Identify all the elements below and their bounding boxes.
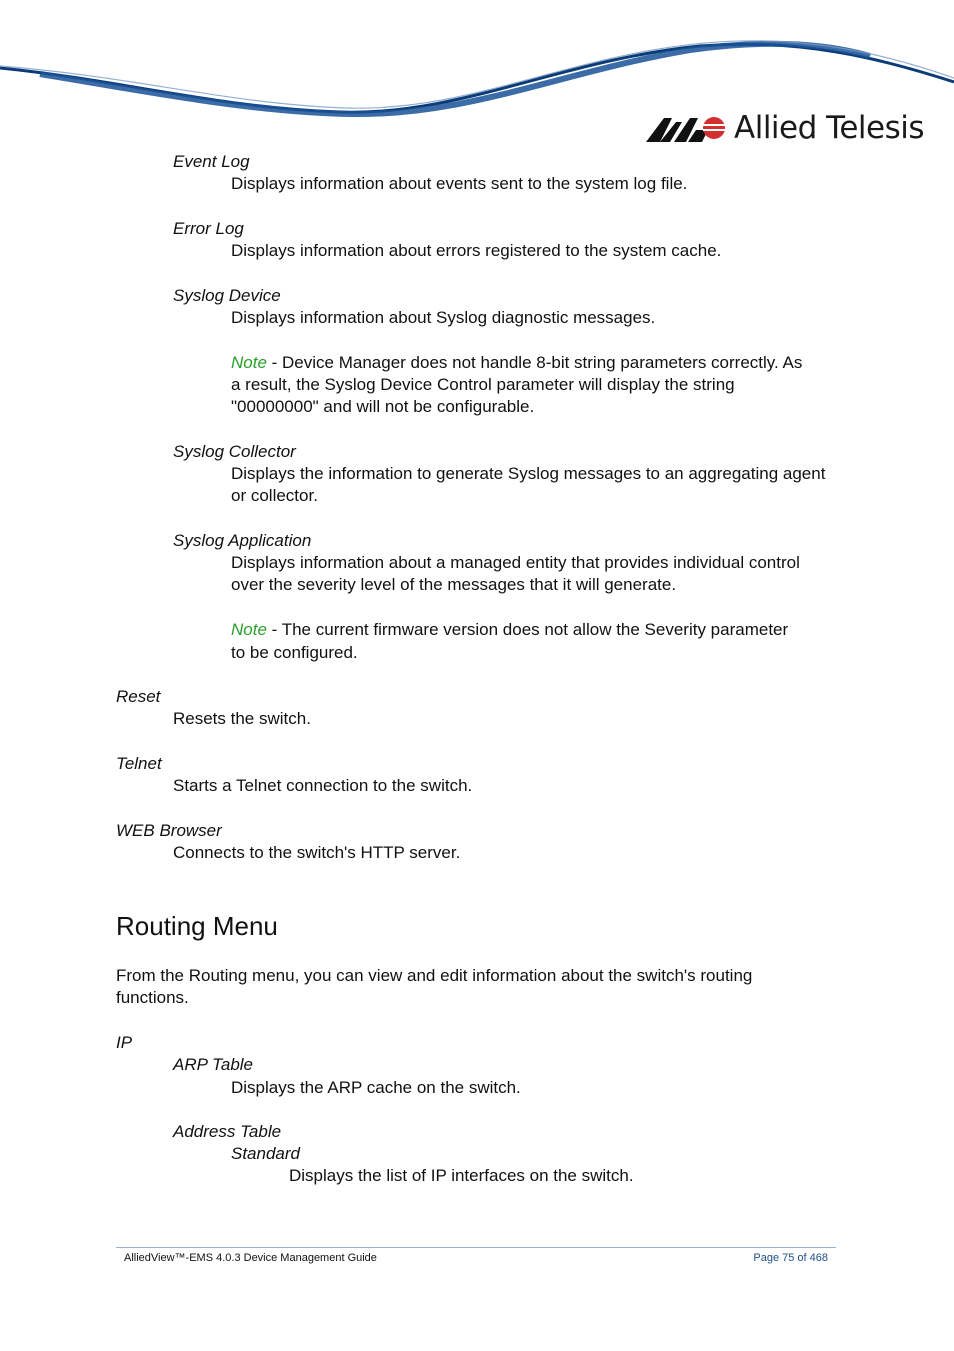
allied-telesis-logo (646, 108, 924, 148)
desc-syslog-application-line-2: over the severity level of the messages that it will generate. (231, 575, 677, 594)
desc-syslog-collector: Displays the information to generate Syslog messages to an aggregating agent (231, 464, 826, 483)
note-syslog-device-line-3: "00000000" and will not be configurable. (231, 397, 535, 416)
routing-intro: From the Routing menu, you can view and edit information about the switch's routing (116, 966, 753, 985)
desc-standard: Displays the list of IP interfaces on the switch. (289, 1166, 634, 1185)
routing-intro-line-2: functions. (116, 988, 189, 1007)
note-syslog-device (231, 352, 802, 374)
term-ip: IP (116, 1033, 133, 1052)
term-error-log: Error Log (173, 219, 244, 238)
footer-page-number: Page 75 of 468 (753, 1252, 828, 1264)
note-syslog-application (231, 619, 788, 641)
term-reset: Reset (116, 687, 161, 706)
desc-web-browser: Connects to the switch's HTTP server. (173, 843, 461, 862)
note-text: - Device Manager does not handle 8-bit string parameters correctly. As (266, 353, 803, 372)
desc-arp-table: Displays the ARP cache on the switch. (231, 1078, 521, 1097)
term-address-table: Address Table (173, 1122, 282, 1141)
term-event-log: Event Log (173, 152, 250, 171)
term-web-browser: WEB Browser (116, 821, 222, 840)
term-standard: Standard (231, 1144, 300, 1163)
term-syslog-collector: Syslog Collector (173, 442, 296, 461)
term-syslog-device: Syslog Device (173, 286, 281, 305)
desc-telnet: Starts a Telnet connection to the switch. (173, 776, 473, 795)
note-syslog-application-line-2: to be configured. (231, 643, 358, 662)
note-syslog-device-line-2: a result, the Syslog Device Control parameter will display the string (231, 375, 735, 394)
brand-name: Allied Telesis (734, 109, 924, 146)
note-text: - The current firmware version does not allow the Severity parameter (266, 620, 789, 639)
term-syslog-application: Syslog Application (173, 531, 312, 550)
footer-doc-title: AlliedView™-EMS 4.0.3 Device Management Guide (124, 1252, 377, 1264)
allied-telesis-logo-mark (646, 112, 728, 144)
desc-event-log: Displays information about events sent to the system log file. (231, 174, 688, 193)
desc-syslog-application: Displays information about a managed entity that provides individual control (231, 553, 800, 572)
footer-divider (116, 1247, 836, 1248)
desc-error-log: Displays information about errors registered to the system cache. (231, 241, 722, 260)
desc-syslog-collector-line-2: or collector. (231, 486, 318, 505)
note-label: Note (231, 353, 267, 372)
section-heading-routing-menu: Routing Menu (116, 911, 278, 941)
term-telnet: Telnet (116, 754, 162, 773)
desc-syslog-device: Displays information about Syslog diagnostic messages. (231, 308, 656, 327)
desc-reset: Resets the switch. (173, 709, 311, 728)
term-arp-table: ARP Table (173, 1055, 254, 1074)
note-label: Note (231, 620, 267, 639)
